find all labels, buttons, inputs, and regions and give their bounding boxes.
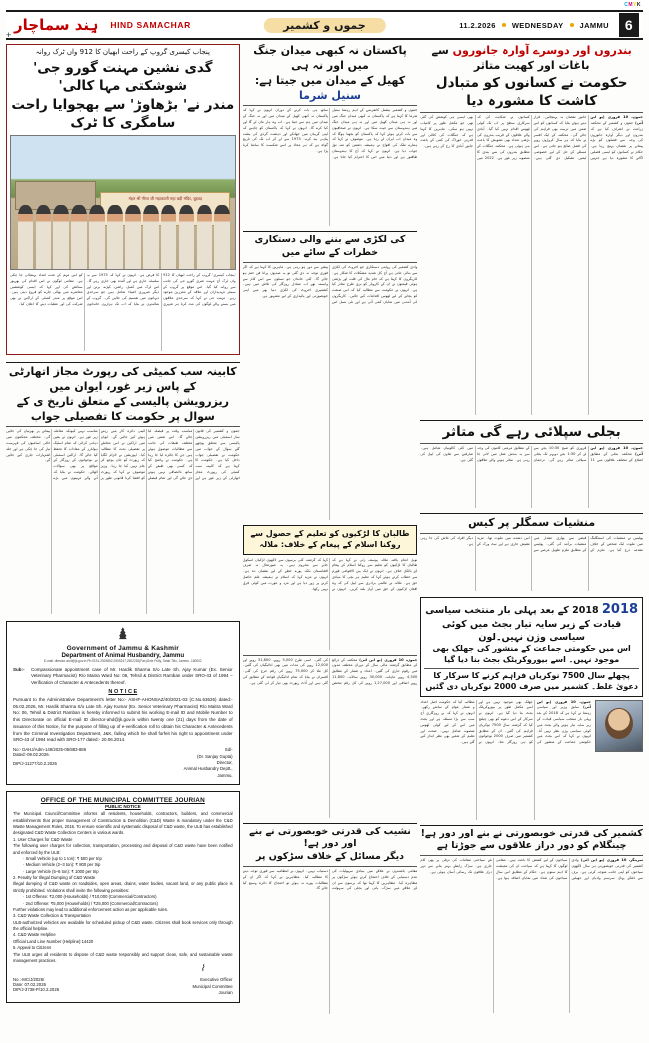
mc-reference-date: Date: 07.02.2026 xyxy=(13,982,46,988)
budget-headline-line1: 2018 2018 کے بعد پہلی بار منتخب سیاسی قیادت کے زیر سایہ تیار بجٹ میں کوئی سیاسی وژن نہیں۔لون xyxy=(425,602,639,643)
mc-sign-title3: Jourian xyxy=(218,990,233,996)
mc-section xyxy=(13,945,233,964)
ad-subject-label: Sub:- xyxy=(13,666,25,672)
budget-headline-line2: اس میں حکومتی جماعت کے منشور کی جھلک بھی موجود نہیں۔ اسے بیوروکریٹک بجٹ بنا دیا گیا xyxy=(432,644,631,665)
cabinet-headline-line1: کابینہ سب کمیٹی کی رپورٹ مجاز اتھارٹی کے پاس زیر غور، ایوان میں xyxy=(8,364,237,393)
mc-bullet: · Large Vehicle (5–6 ton): ₹ 1000 per trip xyxy=(23,868,99,874)
monkey-dateline: جموں، 10 فروری (یو این آئی) xyxy=(590,115,643,125)
power-body-copy: محکمہ بجلی کے مطابق اضلاع کے مختلف علاقوں میں 11 فروری کو صبح 10:30 بجے سے لے کر 1:30 بجے دوپہر تک بجلی سپلائی متاثر رہے گی۔ ترجمان کے مطابق مرمتی کاموں کی وجہ سے یہ بندش عمل میں لائی جا رہی ہے۔ متاثر ہونے والے علاقوں میں کئی کالونیاں شامل ہیں۔ صارفین سے تعاون کی اپیل کی گئی ہے۔ xyxy=(420,446,643,462)
malala-story-block xyxy=(243,525,418,555)
mc-bullet: · 1st Offense: ₹2,000 (Households) / ₹10,000 (Commercial/Contractors) xyxy=(23,894,157,900)
power-dateline: جموں، 10 فروری (یو این آئی) xyxy=(590,446,643,457)
protest-headline-line2: دیگر مسائل کے خلاف سڑکوں پر xyxy=(255,851,405,863)
mc-section-text: The following user charges for collection, transportation, processing and disposal of C&D waste have been notified and enforced by the ULB: xyxy=(13,843,233,855)
mc-bullet: · 2nd Offense: ₹5,000 (Households) / ₹25,000 (Commercial/Contractors) xyxy=(23,900,158,906)
nature-dateline: سرینگر، 10 فروری (یو این آئی) xyxy=(580,858,643,863)
wood-story-block xyxy=(243,229,418,520)
cash-body-copy: محکمہ کے ذرائع کے مطابق گزشتہ مالی سال کے دوران مختلف مدوں میں رقوم جاری کی گئیں۔ اعداد و شمار کے مطابق 4,500 روپے ماہانہ، 30,000 روپے سالانہ، 11,800 روپے اضافی اور 1,27,000 روپے کی کل رقم مختص کی گئی۔ اسی طرح 5,000 روپے، 31,800 روپے اور 12,000 روپے کی مدات میں بھی ادائیگیاں کی گئیں۔ کل ملا کر 75,000 روپے کی رقم خرچ کی گئی۔ افسران نے بتایا کہ تمام ادائیگیاں قواعد کے مطابق کی گئی ہیں اور آڈٹ رپورٹ بھی تیار کر لی گئی ہے۔ xyxy=(242,657,418,685)
page-body xyxy=(6,44,643,1014)
ad-reference-number: No:- DAHJ/Adm-149/2025-05/883-886 xyxy=(13,747,87,753)
pakistan-headline-line1: پاکستان نہ کبھی میدان جنگ میں اور نہ ہی xyxy=(253,44,407,72)
mc-title: OFFICE OF THE MUNICIPAL COMMITTEE JOURIAN xyxy=(40,797,205,805)
crop-mark: + xyxy=(6,30,12,40)
photo-banner-text: मंहत श्री गौरव जी महाकाली महा बड़ी मंदिर, बुड़वड़ xyxy=(100,192,230,227)
budget-body-copy: سابق وزیر اور سیاسی رہنما نے کہا ہے کہ 2018 کے بعد پہلی بار منتخب سیاسی قیادت کے زیر سایہ تیار ہونے والے بجٹ میں کوئی سیاسی وژن نظر نہیں آتا۔ انہوں نے کہا کہ اس بجٹ میں حکومتی جماعت کے منشور کی جھلک بھی موجود نہیں ہے اور اسے مکمل طور پر بیوروکریٹک بجٹ بنا دیا گیا ہے۔ انہوں نے سرکار کے اس دعوے کو بھی چیلنج کیا کہ گزشتہ سال 7500 نوکریاں فراہم کی گئیں۔ ان کے مطابق کشمیر میں صرف 2000 نوجوانوں کو ہی روزگار ملا۔ انہوں نے مطالبہ کیا کہ حکومت اصل اعداد و شمار عوام کے سامنے رکھے۔ انہوں نے کہا کہ بے روزگاری آج سب سے بڑا مسئلہ ہے اور بجٹ میں اس کے لیے کوئی ٹھوس منصوبہ شامل نہیں۔ صحت اور تعلیم کے شعبے بھی نظر انداز کیے گئے ہیں۔ xyxy=(420,699,591,745)
region-badge: جموں و کشمیر xyxy=(263,18,385,33)
mc-section-heading: 2. Penalty for Illegal Dumping of C&D Waste xyxy=(13,875,96,881)
pakistan-headline-line2: کھیل کے میدان میں جیتا ہے: سنیل شرما xyxy=(254,73,406,102)
separator-dot-icon xyxy=(570,23,574,27)
monkey-body-copy: جموں و کشمیر کے محکمہ زراعت نے اعتراف کیا ہے کہ بندروں اور دیگر آوارہ جانوروں کی وجہ سے فصلوں کو بڑے پیمانے پر نقصان پہنچ رہا ہے۔ حکام نے کسانوں کو ایسی فصلیں اگانے کا مشورہ دیا ہے جنہیں جانور نقصان نہ پہنچائیں۔ قرار دیتے ہوئے بتایا کہ کسانوں کو اس ضمن میں تربیت بھی فراہم کی جائے گی۔ محکمہ کے ایک افسر نے بتایا کہ ہر سال کروڑوں روپے کی فصل ضائع ہو جاتی ہے۔ اس مسئلے کے حل کے لیے خصوصی ٹیمیں تشکیل دی گئی ہیں۔ کسانوں نے شکایت کی کہ سرکاری سطح پر اب تک کوئی ٹھوس اقدام نہیں کیا گیا۔ آبادی والے علاقوں کے قریب بندروں کی بڑھتی تعداد بھی تشویش کا باعث بنی ہوئی ہے۔ محکمہ جنگلات کے مطابق بندروں کی نس بندی کا منصوبہ زیر غور ہے۔ 2022 میں بھی ایسی ہی کوشش کی گئی تھی جو مکمل طور پر کامیاب نہیں ہو سکی۔ ماہرین کا کہنا ہے کہ جنگلات کی کٹائی اور قدرتی خوراک کی کمی کے باعث جانور آبادی کا رخ کر رہے ہیں۔ xyxy=(420,115,643,160)
budget-sub-headline: پچھلے سال 7500 نوکریاں فراہم کرنے کا سرکار کا دعویٰ غلط۔ کشمیر میں صرف 2000 نوکریاں دی گئیں xyxy=(425,670,638,691)
pakistan-story-block xyxy=(243,44,418,226)
protest-headline-line1: نشیب کی قدرتی خوبصورتی نے بنے اور دور ہے! xyxy=(249,825,411,850)
ad-dept-name: Department of Animal Husbandry, Jammu xyxy=(61,652,185,660)
mc-section xyxy=(13,932,233,945)
lead-headline-line2: مندر نے' بڑھاوڑ' سے بھجوایا راحت سامگری کا ٹرک xyxy=(11,96,235,131)
ad-animal-husbandry xyxy=(6,621,240,785)
ad-sign-sd: Sd/- xyxy=(224,747,233,753)
ad-dip-number: DIP/J-11277/10.2.2026 xyxy=(13,761,57,767)
mc-sign-title2: Municipal Committee xyxy=(192,983,233,989)
ad-sign-name: (Dr. Sanjay Gupta) xyxy=(197,753,233,759)
cabinet-body-text: جموں و کشمیر کی قانون ساز اسمبلی میں ریزرویشن پالیسی سے متعلق پوچھے گئے سوال کے جواب میں حکومت نے تفصیلی جواب داخل کیا ہے۔ حکومت کا کہنا ہے کہ کابینہ سب کمیٹی کی رپورٹ مجاز اتھارٹی کے زیر غور ہے اور مناسب وقت پر فیصلہ لیا جائے گا۔ اس ضمن میں مختلف طبقات کی جانب سے مطالبات موصول ہوئے ہیں جن کا جائزہ لیا جا رہا ہے۔ حکومت نے واضح کیا کہ کسی بھی طبقے کے ساتھ ناانصافی نہیں ہونے دی جائے گی اور تمام فیصلے آئینی دائرہ کار میں رہتے ہوئے کیے جائیں گے۔ ایوان میں اراکین نے اس معاملے پر تفصیلی بحث کا مطالبہ کیا۔ اپوزیشن نے الزام لگایا کہ رپورٹ کو جان بوجھ کر عام نہیں کیا جا رہا۔ وزیر موصوف نے کہا کہ رپورٹ کو افشا کرنا قانونی طور پر مناسب نہیں کیونکہ معاملہ زیر غور ہے۔ انہوں نے یقین دہانی کرائی کہ تمام اسٹیک ہولڈرز کے مفادات کا تحفظ کیا جائے گا۔ اراکین اسمبلی نے نوجوانوں کے روزگار کے مواقع پر بھی سوالات اٹھائے۔ حکومت نے بتایا کہ آنے والے مہینوں میں بڑے پیمانے پر بھرتیاں کی جائیں گی۔ مختلف محکموں میں خالی اسامیوں کی فہرست تیار کی جا چکی ہے اور جلد اشتہارات جاری کیے جائیں گے۔ xyxy=(6,429,240,480)
ad-reference-date: Dated:-09.02.2026. xyxy=(13,752,50,758)
cash-dateline: جموں، 10 فروری (یو این آئی) xyxy=(359,657,418,662)
mc-section-text: ULB-authorized vehicles are available for scheduled pickup of C&D waste. Citizens shall book services only through the official helpline. xyxy=(13,919,233,932)
mc-section-heading: 5. Appeal to Citizens xyxy=(13,945,52,951)
cabinet-story-block xyxy=(6,360,240,614)
nature-headline-line1: کشمیر کی قدرتی خوبصورتی نے بنے اور دور ہے! xyxy=(420,827,643,839)
monkey-headline-line2: حکومت نے کسانوں کو متبادل کاشت کا مشورہ دیا xyxy=(435,74,628,109)
mc-section xyxy=(13,875,233,913)
nature-body-text xyxy=(420,858,643,1013)
left-column xyxy=(6,44,240,1014)
protest-story-block xyxy=(243,821,418,1014)
nature-headline-line2: چینگلام کو دور دراز علاقوں سے جوڑتا ہے xyxy=(436,840,627,852)
nature-body-copy: وادی کشمیر کی قدرتی خوبصورتی ہر سال لاکھوں سیاحوں کو اپنی جانب متوجہ کرتی ہے۔ برف سے ڈھکے پہاڑ، سرسبز وادیاں اور جھیلیں سیاحوں کے لیے کشش کا باعث ہیں۔ مقامی لوگوں کا کہنا ہے کہ سیاحت ان کی معیشت کا اہم ستون ہے۔ حکام کے مطابق اس سال سیاحوں کی تعداد میں نمایاں اضافہ ہوا ہے۔ نئے سیاحتی مقامات کی ترقی پر بھی کام جاری ہے۔ سڑک رابطے بہتر بنانے سے دور دراز علاقوں تک رسائی آسان ہوئی ہے۔ xyxy=(420,858,643,880)
ad-subject-text: Compassionate appointment case of Mr. Hardik Sharma S/o Late Sh. Ajay Kumar (Ex. Senior Veterinary Pharmacist) R/o Maitra Ward No: 06, Tehsil & District Ramban under SRO-43 of 1994 – Verification of Character & Antecedents thereof. xyxy=(31,666,233,686)
mc-bullet: · Small Vehicle (up to 1 ton): ₹ 500 per trip xyxy=(23,855,102,861)
ad-org-name: Government of Jammu & Kashmir xyxy=(66,645,180,653)
page-number: 6 xyxy=(619,13,639,37)
ad-sign-title3: Jammu. xyxy=(217,772,233,778)
pakistan-headline-name: سنیل شرما xyxy=(298,88,361,102)
mc-bullet: · Medium Vehicle (2–3 ton): ₹ 800 per trip xyxy=(23,862,101,868)
drugs-story-block xyxy=(420,511,643,591)
masthead-meta xyxy=(459,13,643,37)
ad-notice-body: Pursuant to the Administrative Department's letter No:- ASHF-AHONSAZ/40/2021-03 (C.No.63626) dated:- 05.02.2026, Mr. Hardik Sharma S/o Late Sh. Ajay Kumar (Ex. Senior Veterinary Pharmacist) R/o Maitra Ward No: 06, Tehsil & District Ramban is hereby informed to submit his working E-mail ID and Mobile Number to this Directorate on official E-mail ID director-ahd@jk.gov.in within twenty one (21) days from the date of issuance of this Notice, for the purpose of filling up of e-verification roll to obtain his Character & Antecedents from the Criminal Investigation Department, J&K, failing which he shall forfeit his right to appointment under SRO-43 of 1994 read with SRO-177 dated:- 20.06.2014. xyxy=(13,696,233,743)
lead-story-block xyxy=(6,44,240,355)
power-story-block xyxy=(420,418,643,508)
government-emblem-icon xyxy=(116,627,129,643)
publication-day: WEDNESDAY xyxy=(511,20,564,30)
malala-body-text: نوبل انعام یافتہ ملالہ یوسف زئی نے کہا ہے کہ طالبان کا لڑکیوں کو تعلیم سے روکنا اسلام کے پیغام کے بالکل خلاف ہے۔ انہوں نے ایک بین الاقوامی فورم سے خطاب کرتے ہوئے کہا کہ تعلیم ہر بچی کا بنیادی حق ہے۔ ملالہ نے عالمی برادری سے اپیل کی کہ وہ افغان لڑکیوں کے حق میں آواز بلند کریں۔ انہوں نے کہا کہ گزشتہ کئی برسوں سے لاکھوں لڑکیاں اسکول جانے سے محروم ہیں۔ یہ صورتحال نہ صرف افغانستان بلکہ پورے خطے کے لیے نقصان دہ ہے۔ انہوں نے مزید کہا کہ اسلام نے ہمیشہ علم حاصل کرنے پر زور دیا ہے اور مرد و عورت میں کوئی فرق نہیں رکھا۔ xyxy=(242,557,418,591)
cash-body-text xyxy=(243,658,418,818)
monkey-body-text xyxy=(420,115,643,415)
malala-body-block xyxy=(243,558,418,650)
lead-kicker: پنجاب کیسری گروپ کے راحت ابھیان کا 912 واں ٹرک روانہ xyxy=(35,48,210,56)
budget-dateline: جموں، 10 فروری (یو این آئی) xyxy=(536,699,591,710)
ad-sign-title2: Animal Husbandry Deptt., xyxy=(183,766,233,772)
separator-dot-icon xyxy=(502,23,506,27)
masthead-logo-urdu: ہِند سماچار xyxy=(14,16,99,34)
right-column xyxy=(420,44,643,1014)
cabinet-headline-line2: ریزرویشن پالیسی کے متعلق تاریخ ی کے سوال پر حکومت کا تفصیلی جواب xyxy=(16,394,229,423)
publication-date: 11.2.2026 xyxy=(459,20,496,30)
middle-column xyxy=(243,44,418,1014)
mc-sign-title1: Executive Officer xyxy=(200,977,233,983)
wood-body-text: وادی کشمیر کی روایتی دستکاری جو اخروٹ کی لکڑی سے بنائی جاتی ہے آج کل شدید مشکلات کا شکار ہے۔ کاریگروں کا کہنا ہے کہ خام مال کی قلت اور بڑھتی ہوئی قیمتوں نے ان کے کاروبار کو بری طرح متاثر کیا ہے۔ انہوں نے حکومت سے مطالبہ کیا کہ اس صنعت کو بچانے کے لیے ٹھوس اقدامات کیے جائیں۔ کاریگروں کی آمدنی میں نمایاں کمی آئی ہے اور نئی نسل اس پیشے سے دور ہو رہی ہے۔ ماہرین کا کہنا ہے کہ اگر فوری توجہ نہ دی گئی تو یہ صدیوں پرانا فن ختم ہو جائے گا۔ کئی خاندان جو نسلوں سے اس کام سے وابستہ تھے اب متبادل روزگار کی تلاش میں ہیں۔ کشمیری اخروٹ کی لکڑی دنیا بھر میں اپنی خوبصورتی اور پائیداری کے لیے مشہور ہے۔ xyxy=(242,265,418,304)
cash-story-block xyxy=(243,653,418,818)
drugs-headline: منشیات سمگلر پر کیس xyxy=(468,516,596,530)
newspaper-page xyxy=(0,2,649,1043)
mc-signature-icon: ⌇ xyxy=(200,964,205,975)
mc-section-heading: 4. C&D Waste Helpline xyxy=(13,932,56,938)
budget-body-block xyxy=(420,700,643,820)
power-body-text xyxy=(420,446,643,508)
lead-body-text: 'پنجاب کیسری' گروپ کے راحت ابھیان کا 912 واں ٹرک آج مہنت شری گورو جی کی جانب سے روانہ کیا گیا۔ اس موقع پر گروپ کے سینئر عہدیداران اور علاقہ کے معززین موجود رہے۔ مہنت جی نے کہا کہ سرحدی علاقوں میں بسنے والے لوگوں کی مدد کرنا ہر شہری کا فرض ہے۔ انہوں نے کہا کہ 1975 سے یہ سلسلہ جاری ہے اور آئندہ بھی جاری رہے گا۔ اس ٹرک میں کمبل، راشن، کپڑے، برتن اور دیگر ضروری اشیاء شامل ہیں جو سرحدی دیہاتوں میں تقسیم کی جائیں گی۔ گروپ کے نمائندوں نے بتایا کہ اب تک ہزاروں خاندانوں کو اس مہم کے تحت امداد پہنچائی جا چکی ہے۔ مقامی لوگوں نے اس اقدام کی بھرپور ستائش کی اور کہا کہ ایسی کوششیں معاشرے میں بھائی چارے کو فروغ دیتی ہیں۔ اس موقع پر مندر کمیٹی کے اراکین نے بھی شرکت کی اور عطیات دینے کا اعلان کیا۔ xyxy=(10,272,236,307)
lead-headline-line1: گدی نشین مہنت گورو جی' شوشکتی مہا کالی' xyxy=(33,60,213,95)
wood-headline: کی لکڑی سے بننے والی دستکاری خطرات کے سائے میں xyxy=(254,234,406,259)
ad-sign-title1: Director, xyxy=(216,760,233,766)
budget-story-block xyxy=(420,597,643,696)
mc-section xyxy=(13,837,233,875)
mc-section-heading: 3. C&D Waste Collection & Transportation xyxy=(13,913,91,919)
ad-municipal-committee xyxy=(6,791,240,1002)
ad-notice-title: N O T I C E xyxy=(108,688,138,695)
mc-intro: The Municipal Council/Committee informs all residents, households, contractors, builders, and commercial establishments that proper management of Construction & Demolition (C&D) Waste is mandatory under the C&D Waste Management Rules, 2016. To ensure scientific and systematic disposal of C&D waste, the ULB has established designated C&D Waste Collection Centers in various wards. xyxy=(13,811,233,836)
lead-photo xyxy=(10,135,236,270)
mc-section-text: The ULB urges all residents to dispose of C&D waste responsibly and support clean, safe, and sustainable waste management practices. xyxy=(13,951,233,963)
mc-section-text: Illegal dumping of C&D waste on roadsides, open areas, drains, water bodies, vacant land, or any public place is strictly prohibited. Violations shall invite the following penalties: xyxy=(13,881,233,893)
masthead xyxy=(6,2,643,40)
publication-city: JAMMU xyxy=(579,20,609,30)
budget-portrait-photo xyxy=(595,700,643,752)
mc-reference-number: No.:-MC/J/2026/ xyxy=(13,977,45,983)
mc-subtitle: PUBLIC NOTICE xyxy=(104,804,141,810)
monkey-story-block xyxy=(420,44,643,415)
ad-contact-line: E-mail: director-ahd@jk.gov.in Ph:0191-2505552,2505247,2502252(Fax)Gole Pully, Talab Tillo, Jammu -180002 xyxy=(43,659,202,664)
photo-crowd xyxy=(11,205,235,269)
power-headline: بجلی سپلائی رہے گی متاثر xyxy=(442,424,621,441)
mc-section-after: Further violations may lead to additional enforcement action as per applicable rules. xyxy=(13,906,169,912)
nature-story-block xyxy=(420,823,643,1014)
mc-section-text: Official Land Line Number (Helpline):14420 xyxy=(13,938,94,944)
budget-body-text xyxy=(420,700,591,820)
monkey-headline-line1: بندروں اور دوسرے آوارہ جانوروں سے باغات اور کھیت متاثر xyxy=(431,44,632,72)
malala-headline: طالبان کا لڑکیوں کو تعلیم کے حصول سے روکنا اسلام کے پیغام کے خلاف: ملالہ xyxy=(250,529,410,549)
mc-section-heading: 1. User Charges for C&D Waste xyxy=(13,836,73,842)
pakistan-body-text: جموں و کشمیر نیشنل کانفرنس کے اہم رہنما سنیل شرما کا کہنا ہے کہ پاکستان نہ کبھی میدان جنگ میں اور نہ ہی میدان کھیل میں اور نہ ہی میدان جنگ میں ہندوستان سے جیت سکا ہے۔ انہوں نے صحافیوں سے بات کرتے ہوئے کہا کہ پاکستان کو بجھنا ہوگا کہ وہ میدان اب ایران لے رہا ہے۔ موصوف نے کہا کہ ہمارے ملک کی افواج نے ہمیشہ دشمن کو منہ توڑ جواب دیا ہے۔ انہوں نے کہا کہ آج کا ہندوستان طاقتور ہے اور دنیا میں اس کا احترام کیا جاتا ہے۔ ساتھ ہی بات کرنے کے دوران انہوں نے کہا کہ پاکستان نہ کبھی کھیل کے میدان میں اور نہ جنگ کے میدان میں ہم سے جیتا ہے۔ اب وہ ہار مان لے گا اور کیا کرے گا۔ انہوں نے کہا کہ پاکستان کو چاہیے کہ اپنی گریبان میں جھانکے اور دہشت گردی کی پشت پناہی بند کرے۔ 1975 سے لے کر اب تک کی تاریخ گواہ ہے کہ ہر محاذ پر اسے شکست کا سامنا کرنا پڑا ہے۔ xyxy=(242,108,418,159)
mc-section xyxy=(13,913,233,932)
masthead-logo-english: HIND SAMACHAR xyxy=(110,20,191,30)
cmyk-color-bar: CMYK xyxy=(624,2,641,8)
protest-body-text: مقامی باشندوں نے علاقے میں بنیادی سہولیات کی عدم دستیابی کے خلاف احتجاج کرتے ہوئے سڑکوں پر مظاہرہ کیا۔ مظاہرین کا کہنا تھا کہ برسوں سے ان کے علاقے میں سڑک، پانی اور بجلی کی سہولت دستیاب نہیں۔ انہوں نے انتظامیہ سے فوری توجہ دینے کا مطالبہ کیا۔ مظاہرین نے کہا کہ اگر ان کے مطالبات پورے نہ ہوئے تو احتجاج کا دائرہ وسیع کیا جائے گا۔ xyxy=(242,869,418,891)
drugs-body-text: پولیس نے منشیات کی اسمگلنگ میں ملوث ایک شخص کے خلاف مقدمہ درج کیا ہے۔ ملزم کے قبضے سے بھاری مقدار میں منشیات برآمد کی گئی۔ پولیس کے مطابق ملزم طویل عرصے سے اس دھندے میں ملوث تھا۔ مزید تفتیش جاری ہے اور نیٹ ورک کے دیگر افراد کی تلاش کی جا رہی ہے۔ xyxy=(420,536,643,552)
mc-dip-number: DIP/J-3738-P/10.2.2026 xyxy=(13,987,60,993)
